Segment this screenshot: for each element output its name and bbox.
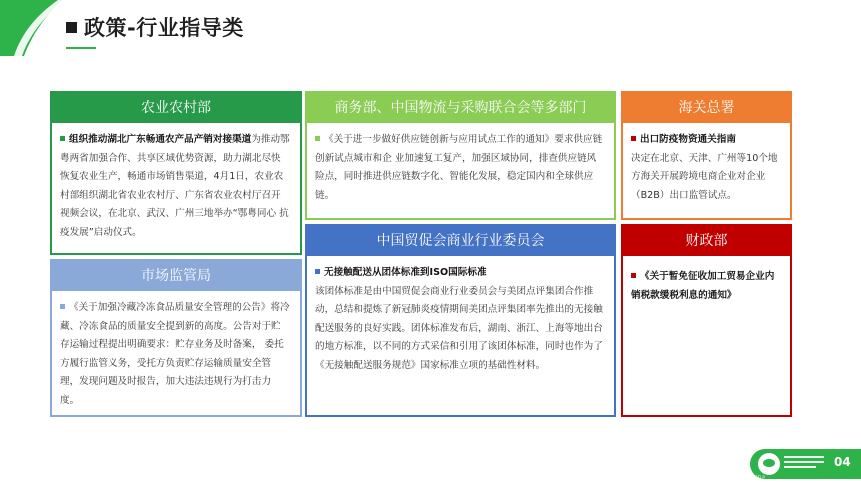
page-number: 04 [834,455,851,469]
card-customs-body [623,123,790,209]
card-ccpit [305,224,616,417]
card-ccpit-bold: 无接触配送从团体标准到ISO国际标准 [324,267,487,278]
card-ccpit-text: 该团体标准是由中国贸促会商业行业委员会与美团点评集团合作推动，总结和提炼了新冠肺炎疫情期间美团点评集团率先推出的无接触配送服务的良好实践。团体标准发布后，湖南、浙江、上海等地出台的地方标准，以不同的方式采信和引用了该团体标准，同时也作为了《无接触配送服务规范》国家标准立项的基础性材料。 [315,285,603,371]
card-customs-text: 决定在北京、天津、广州等10个地方海关开展跨境电商企业对企业（B2B）出口监管试点。 [631,152,778,201]
card-ccpit-body [307,256,614,379]
card-market-header: 市场监管局 [52,261,300,291]
card-customs-bold: 出口防疫物资通关指南 [640,134,736,145]
bullet-square-icon [315,269,320,274]
card-agriculture-text: 为推动鄂粤两省加强合作、共享区域优势资源，助力湖北尽快恢复农业生产，畅通市场销售渠道，4月1日，农业农村部组织湖北省农业农村厅、广东省农业农村厅召开视频会议，在北京、武汉、广州三地举办“鄂粤同心 抗疫发展”启动仪式。 [60,134,290,238]
card-customs [621,91,792,220]
card-customs-header: 海关总署 [623,93,790,123]
logo-mark-text: CFLP [755,475,765,480]
title-underline [66,47,96,49]
bullet-square-icon [631,273,636,278]
bullet-square-icon [60,136,65,141]
decorative-swoosh [0,0,70,56]
card-commerce [305,91,616,220]
card-market-body [52,291,300,414]
card-commerce-text: 《关于进一步做好供应链创新与应用试点工作的通知》要求供应链创新试点城市和企 业加速复工复产，加强区域协同，排查供应链风险点，同时推进供应链数字化、智能化发展，稳定国内和全球供应链。 [315,134,603,201]
card-commerce-header: 商务部、中国物流与采购联合会等多部门 [307,93,614,123]
card-ccpit-header: 中国贸促会商业行业委员会 [307,226,614,256]
card-market-regulation [50,259,302,417]
card-agriculture-body [52,123,300,246]
logo-org-name-graphic [784,456,824,471]
card-agriculture-header: 农业农村部 [52,93,300,123]
bullet-square-icon [631,136,636,141]
cflp-logo-icon [758,453,780,475]
page-title: 政策-行业指导类 [84,16,244,40]
footer-logo-badge [750,449,861,479]
card-market-text: 《关于加强冷藏冷冻食品质量安全管理的公告》将冷藏、冷冻食品的质量安全提到新的高度。公告对于贮存运输过程提出明确要求：贮存业务及时备案， 委托方履行监管义务，受托方负责贮存运输质量安全管理，发现问题及时报告，加大违法违规行为打击力度。 [60,302,290,406]
title-square-marker [66,22,77,33]
card-agriculture-bold: 组织推动湖北广东畅通农产品产销对接渠道 [69,134,252,145]
card-finance-body [623,256,790,309]
card-commerce-body [307,123,614,209]
bullet-square-icon [315,136,320,141]
card-finance-header: 财政部 [623,226,790,256]
card-finance [621,224,792,417]
card-agriculture [50,91,302,255]
card-finance-bold: 《关于暂免征收加工贸易企业内销税款缓税利息的通知》 [631,271,775,301]
bullet-square-icon [60,304,65,309]
